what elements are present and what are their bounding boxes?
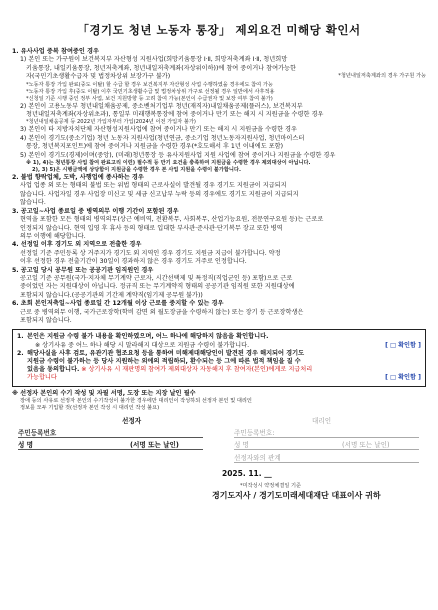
section-4-heading: 4. 선정일 이후 경기도 외 지역으로 전출한 경우	[12, 241, 142, 249]
agreement-2-line-4: 가능합니다 [ □ 확인함 ]	[27, 374, 421, 382]
s6-line-2: 포함되지 않습니다.	[20, 316, 72, 324]
proxy-rrn-field[interactable]	[234, 437, 419, 438]
section-1-heading: 1. 유사사업 중복 참여중인 경우	[12, 48, 99, 55]
section-6-heading: 6. 초회 본인저축일~사업 종료일 간 12개월 이상 근로를 중지할 수 있는 경우	[12, 300, 224, 308]
s1-line-7: 4) 본인이 경기도(중소기업) 청년 노동자 지원사업(청년연금, 중소기업 청년노동자지원사업, 청년마이스터	[20, 134, 305, 142]
notice-line-3: 정보를 모두 기입할 것(선정자 본인 작성 시 대리인 작성 불요)	[20, 405, 160, 411]
notice-line-1: ※ 선정자 본인의 수기 작성 및 자필 서명, 도장 또는 지장 날인 필수	[12, 389, 196, 397]
s5-line-1: 공고일 기준 공무원(국가·지자체 무기계약 근로자, 시간선택제 및 특정직(직업군인 등) 포함)으로 근로	[20, 274, 293, 282]
s1-line-5: 청년내일저축계좌(자상위초과), 통일부 미래행복통장에 참여 중이거나 만기 또는 해지 시 지원금을 수령한 경우	[26, 111, 324, 119]
s3-line-3: 의무 이행에 해당합니다.	[20, 232, 86, 240]
person-label: 선정자	[122, 417, 142, 425]
proxy-rrn-label: 주민등록번호:	[234, 429, 275, 437]
s2-line-2: 않습니다. 사업자일 경우 사업장 미신고 및 세금 신고납부 누락 등의 경우에도 경기도 지원금이 지급되지	[20, 190, 299, 198]
s1-line-6: 3) 본인이 타 지방자치단체 자산형성지원사업에 참여 중이거나 만기 또는 해지 시 지원금을 수령한 경우	[20, 126, 297, 134]
section-6	[12, 300, 426, 325]
proxy-name-label: 성 명	[234, 441, 249, 449]
s5-line-3: 포함되지 않습니다.(공공기관의 기간제 계약직(임기제 공무원 불가))	[20, 291, 203, 299]
person-signature[interactable]: (서명 또는 날인)	[130, 441, 179, 449]
agreement-1-text: 본인은 지원금 수령 불가 내용을 확인하였으며, 어느 하나에 해당하지 않음을 확인합니다.	[27, 333, 269, 341]
s1-line-9: 5) 본인이 경기도(경제)이며(중앙), (미래)청년통장 등 유사지원사업 지원 사업에 참여 중이거나 지원금을 수령한 경우	[20, 151, 336, 159]
section-4	[12, 241, 426, 266]
proxy-signature[interactable]: (서명 또는 날인)	[342, 441, 390, 449]
confirm-checkbox-1[interactable]: [ □ 확인함 ]	[385, 341, 421, 349]
s1-line-2: 키움통장, 내일키움통장, 청년저축계좌, 청년내일저축계좌(자상위이하))에 참여 중이거나 참여가능한	[26, 64, 297, 72]
notice-line-2: 장애 등의 사유로 선정자 본인의 수기작성이 불가한 경우에만 대리인이 작성하되 선정자 본인 및 대리인	[20, 398, 252, 404]
section-5	[12, 267, 426, 301]
proxy-relation-label: 선정자와의 관계	[234, 454, 281, 462]
s4-line-2: 이후 선정한 경우 전출기간이 30일이 경과하지 않은 경우 경기도 거주로 인정합니다.	[20, 258, 247, 266]
proxy-label: 대리인	[312, 417, 332, 425]
date-note: *미작성시 약정체결일 기준	[240, 483, 302, 489]
section-1	[12, 48, 426, 174]
person-name-label: 성 명	[18, 441, 34, 449]
s1-line-3: 자(국민기초생활수급자 및 법정차상위 보장가구 불가) *청년내일저축계좌의 경우 가구원 가능	[26, 73, 426, 81]
person-name-field[interactable]	[18, 449, 203, 450]
s6-line-1: 근로 중 병역의무 이행, 국가근로장학(학비 감면 외 월도장금을 수령하지 않는) 또는 장기 등 근로장학생은	[20, 308, 304, 316]
notice	[12, 390, 426, 412]
agreement-2-line-3: 있음을 동의합니다. ※ 상기사유 시 재판명의 참여가 제외대상자 자동해지 후 참여자(본인)에게로 지급처리	[27, 366, 313, 374]
section-3	[12, 208, 426, 242]
agreement-2-warning: ※ 상기사유 시 재판명의 참여가 제외대상자 자동해지 후 참여자(본인)에게로 지급처리	[81, 366, 313, 374]
s1-line-4: 2) 본인이 고용노동부 청년내일채움공제, 중소벤처기업부 청년(재직자)내일채움공제(플러스), 보건복지부	[20, 102, 303, 110]
section-2-heading: 2. 불법 향락업체, 도박, 사행업에 종사하는 경우	[12, 174, 144, 182]
agreement-item-2: 2. 해당사실을 사후 검토, 유관기관 협조요청 등을 통하여 미해제대해당인이 발견된 경우 해지되어 경기도 지원금 수령이 불가하는 등 당사 지원하는 외에의 적립하되, 환수되는 등 그에 따른 법적 책임을 질 수 있음을 동의합니다. ※ 상기사유 시 재판명의 참여가 제외대상자 자동해지 후 참여자(본인)에게로 지급처리 가능합니다 [ □ 확인함 ]	[17, 349, 421, 382]
section-3-heading: 3. 공고일~사업 종료일 중 병역의무 이행 기간이 포함된 경우	[12, 207, 179, 215]
person-rrn-field[interactable]	[18, 437, 203, 438]
s1-note-6: 2), 3) 5)은 시행금액에 상당함이 지원금을 수령한 경우 본 사업 지원을 수령이 불가합니다.	[32, 167, 241, 174]
s1-line-8: 통장, 청년복지포인트)에 참여 중이거나 지원금을 수령한 경우(*호도해서 후 1년 이내에도 포함)	[26, 143, 284, 151]
s2-line-1: 사업 업종 외 또는 형태의 불법 또는 위법 형태의 근로사실이 발견될 경우 경기도 지원금이 지급되지	[20, 182, 287, 190]
s5-line-2: 중이었던 자는 지원대상이 아닙니다. 정규직 또는 무기계약직 형태의 공공기관 임직원 또한 지원대상에	[20, 283, 295, 291]
page-title: 「경기도 청년 노동자 통장」 제외요건 미해당 확인서	[77, 23, 361, 37]
confirm-checkbox-2[interactable]: [ □ 확인함 ]	[385, 374, 421, 382]
s2-line-3: 않습니다.	[20, 199, 46, 207]
s1-note-1: *노동자 통장 가입 완료(중도 이탈) 할 수급 할 경우 보건복지부 자산형성 사업 수행하였을 경우에도 참여 가능	[26, 81, 273, 88]
section-2	[12, 174, 426, 208]
addressee: 경기도지사 / 경기도미래세대재단 대표이사 귀하	[212, 491, 381, 500]
s1-note-5: ※ 1), 4)는 청년통장 사업 참여 완료고리 이런) 필수적 등 만기 요건을 충족하여 지원금을 수령한 경우 제외대상이 아닙니다.	[26, 160, 311, 167]
agreement-2-line-2: 지원금 수령이 불가하는 등 당사 지원하는 외에의 적립하되, 환수되는 등 그에 따른 법적 책임을 질 수	[27, 357, 301, 365]
s1-line-3-note: *청년내일저축계좌의 경우 가구원 가능	[338, 73, 426, 80]
s4-line-1: 선정일 기준 주민등록 상 거주지가 경기도 외 지역인 경우 경기도 지원금 지급이 불가합니다. 약정	[20, 249, 281, 257]
s3-line-2: 인정되지 않습니다. 현역 입영 후 휴사 등의 형태로 입대한 부사관·준사관·단기복무 장교 또한 병역	[20, 224, 283, 232]
s1-note-2: *노동자 통장 가입 후(중도 이탈) 이후 국민기초생활수급 및 법정차상위 가구로 선정될 경우 일반에서 사후적용	[26, 88, 275, 95]
person-rrn-label: 주민등록번호	[18, 429, 57, 437]
agreement-2-line-1: 해당사실을 사후 검토, 유관기관 협조요청 등을 통하여 미해제대해당인이 발견된 경우 해지되어 경기도	[27, 349, 305, 357]
section-5-heading: 5. 공고일 당시 공무원 또는 공공기관 임직원인 경우	[12, 266, 154, 274]
proxy-relation-field[interactable]	[234, 462, 419, 463]
signature-area	[12, 412, 426, 502]
s3-line-1: 현역을 포함한 모든 형태의 병역의무(상근 예비역, 전환복무, 사회복무, 산업기능요원, 전문연구요원 등)는 근로로	[20, 216, 324, 224]
proxy-name-field[interactable]	[234, 449, 419, 450]
agreement-1-sub: ※ 상기사유 중 어느 하나 해당 시 말라해지 대상으로 지원금 수령이 불가합니다. [ □ 확인함 ]	[35, 341, 421, 349]
sign-date[interactable]: 2025. 11. __	[222, 469, 272, 478]
agreement-box	[12, 329, 426, 386]
s1-note-4: *청년내일채움공제 등 2022년 가입자부터 가입(2024년 이전 가입자 불가)	[26, 119, 196, 126]
agreement-item-1: 1. 본인은 지원금 수령 불가 내용을 확인하였으며, 어느 하나에 해당하지 않음을 확인합니다. ※ 상기사유 중 어느 하나 해당 시 말라해지 대상으로 지원금 수령이 불가합니다. [ □ 확인함 ]	[17, 333, 421, 349]
s1-note-3: *신청일 기준 시행 중인 정부 사업, 보건 지원방향 등 고려 참여 가능(본인이 수급권자 및 보장 여부 참여 불가)	[26, 95, 273, 102]
s1-line-1: 1) 본인 또는 가구원이 보건복지부 자산형성 지원사업(희망키움통장 Ⅰ·Ⅱ, 희망저축계좌 Ⅰ·Ⅱ, 청년희망	[20, 56, 288, 64]
